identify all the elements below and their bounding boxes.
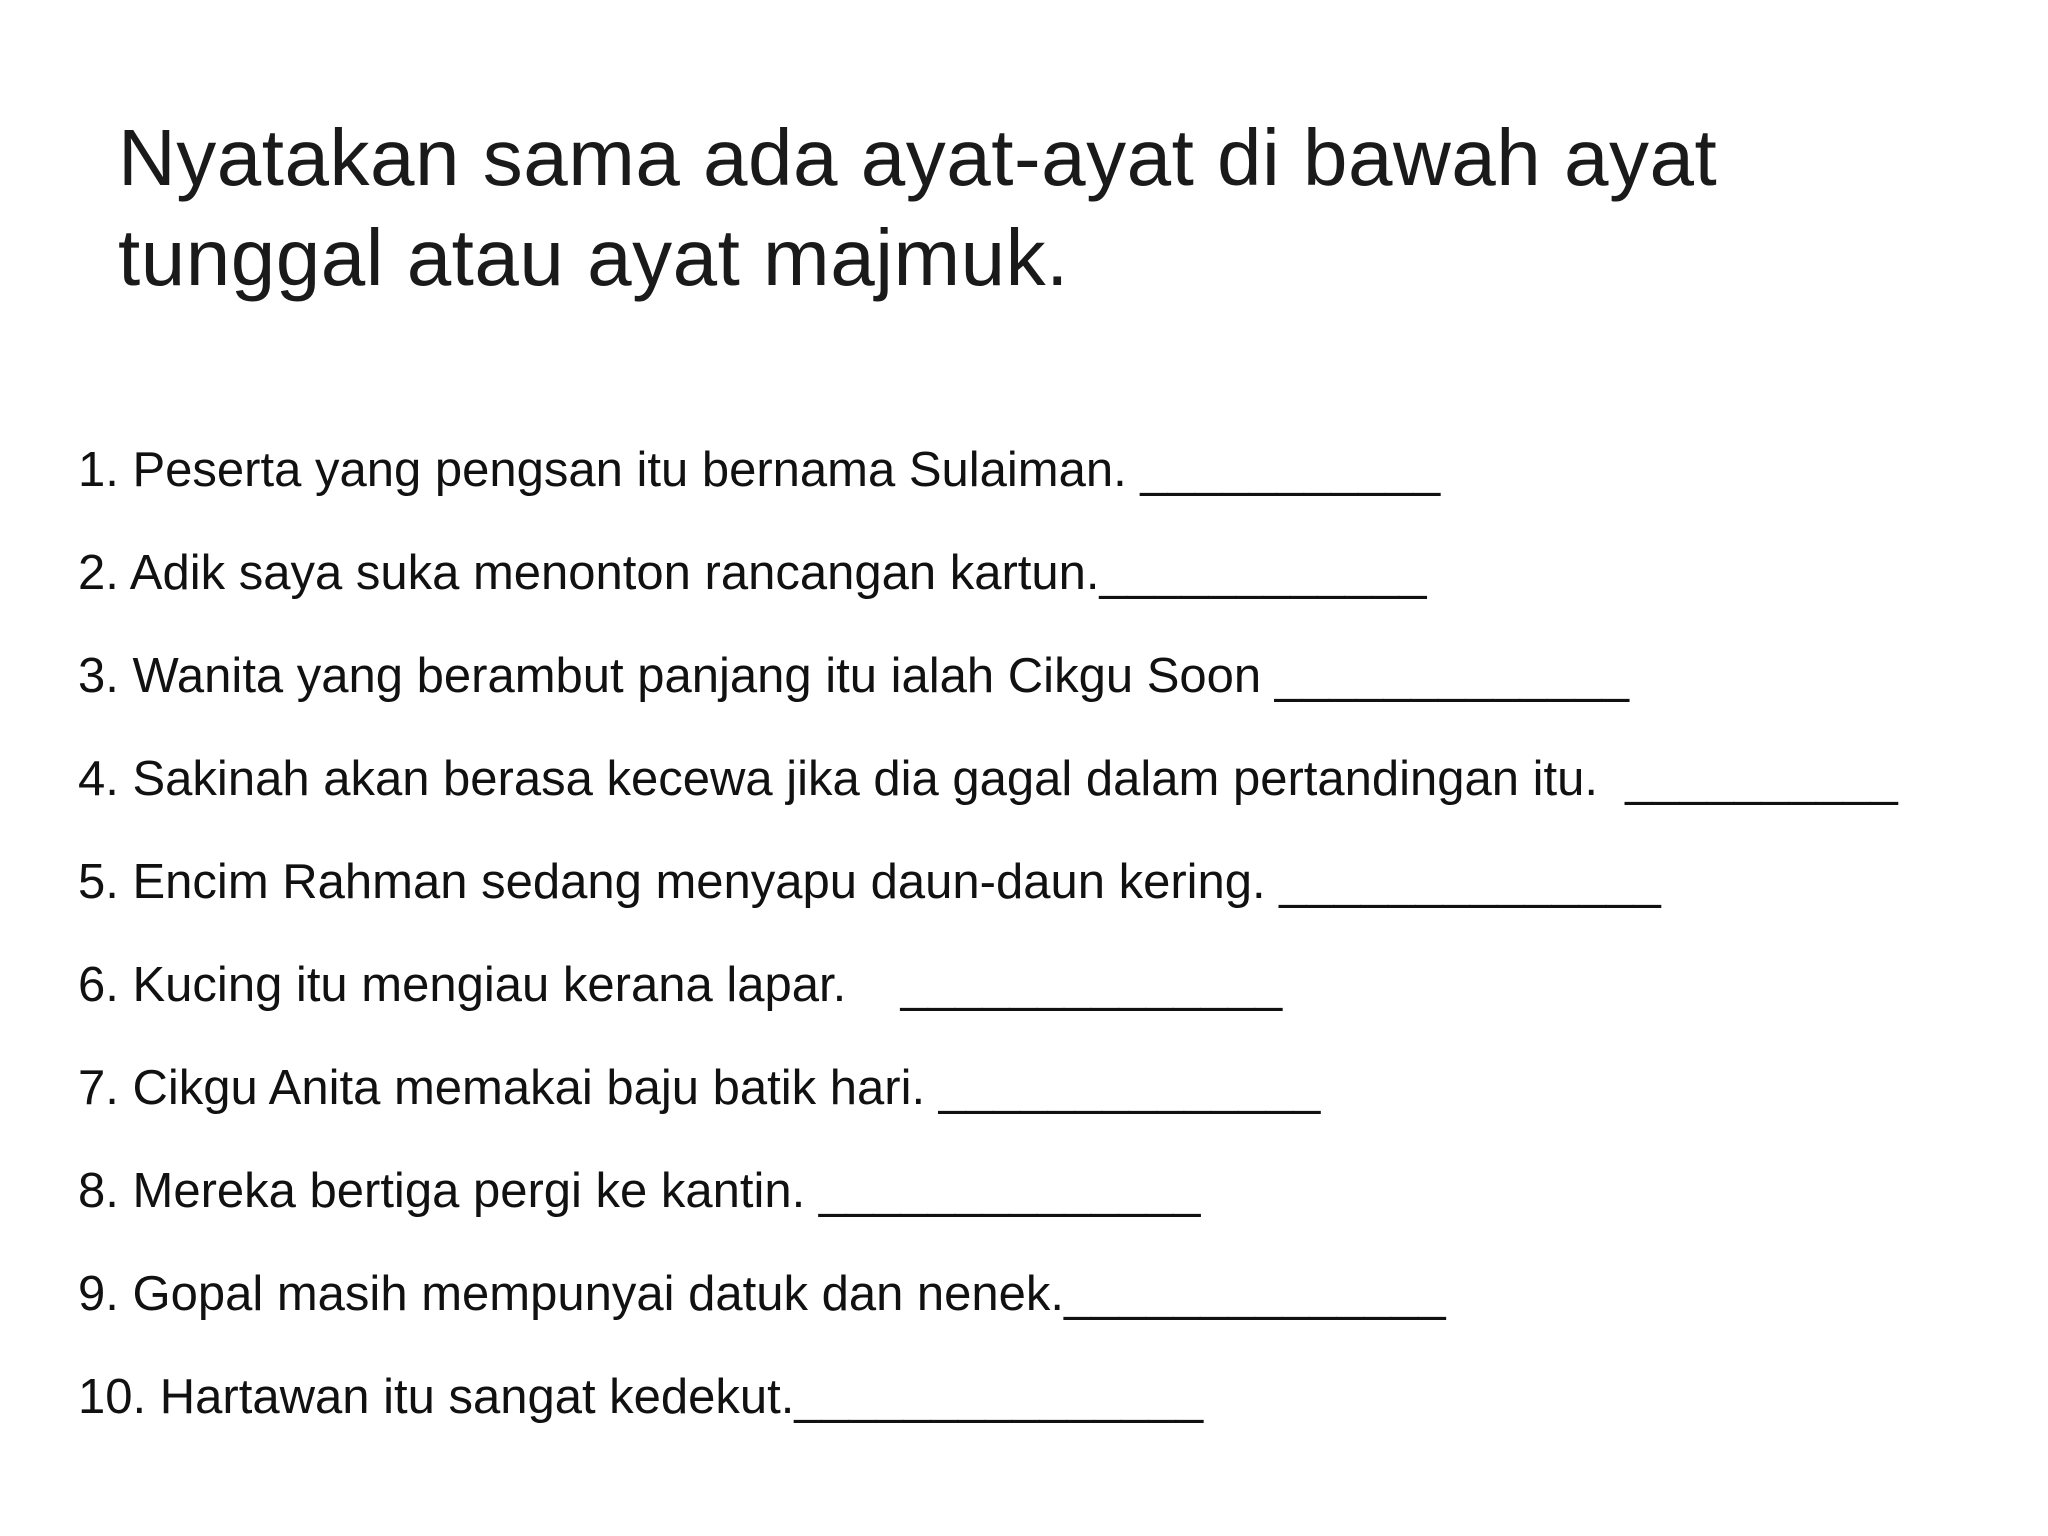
- answer-blank: __________: [1598, 752, 1898, 806]
- question-number: 10.: [78, 1370, 147, 1424]
- question-text: Sakinah akan berasa kecewa jika dia gagal dalam pertandingan itu.: [132, 752, 1599, 806]
- question-item-4: [78, 739, 2018, 842]
- question-text: Adik saya suka menonton rancangan kartun.: [129, 546, 1100, 600]
- question-number: 7.: [78, 1061, 119, 1115]
- question-text: Encim Rahman sedang menyapu daun-daun kering.: [132, 855, 1266, 909]
- page-title: Nyatakan sama ada ayat-ayat di bawah ayat tunggal atau ayat majmuk.: [118, 113, 1718, 302]
- answer-blank: ______________: [846, 958, 1283, 1012]
- answer-blank: ___________: [1126, 443, 1441, 497]
- answer-blank: ______________: [805, 1164, 1201, 1218]
- question-text: Hartawan itu sangat kedekut.: [159, 1370, 795, 1424]
- question-item-1: [78, 430, 2018, 533]
- question-item-9: [78, 1254, 2018, 1357]
- question-text: Kucing itu mengiau kerana lapar.: [132, 958, 847, 1012]
- question-number: 9.: [78, 1267, 119, 1321]
- question-item-10: [78, 1357, 2018, 1460]
- question-number: 6.: [78, 958, 119, 1012]
- question-item-7: [78, 1048, 2018, 1151]
- question-number: 8.: [78, 1164, 119, 1218]
- question-item-3: [78, 636, 2018, 739]
- question-number: 1.: [78, 443, 119, 497]
- answer-blank: ______________: [925, 1061, 1321, 1115]
- answer-blank: _____________: [1261, 649, 1630, 703]
- question-text: Peserta yang pengsan itu bernama Sulaiman.: [132, 443, 1127, 497]
- question-text: Wanita yang berambut panjang itu ialah Cikgu Soon: [132, 649, 1262, 703]
- question-number: 4.: [78, 752, 119, 806]
- question-text: Mereka bertiga pergi ke kantin.: [132, 1164, 806, 1218]
- question-item-8: [78, 1151, 2018, 1254]
- answer-blank: ____________: [1099, 546, 1427, 600]
- question-text: Gopal masih mempunyai datuk dan nenek.: [132, 1267, 1065, 1321]
- answer-blank: _______________: [794, 1370, 1204, 1424]
- question-number: 3.: [78, 649, 119, 703]
- question-number: 5.: [78, 855, 119, 909]
- answer-blank: ______________: [1265, 855, 1661, 909]
- question-text: Cikgu Anita memakai baju batik hari.: [132, 1061, 926, 1115]
- question-number: 2.: [78, 546, 119, 600]
- question-list: [78, 430, 2018, 1460]
- question-item-6: [78, 945, 2018, 1048]
- answer-blank: ______________: [1064, 1267, 1446, 1321]
- question-item-5: [78, 842, 2018, 945]
- question-item-2: [78, 533, 2018, 636]
